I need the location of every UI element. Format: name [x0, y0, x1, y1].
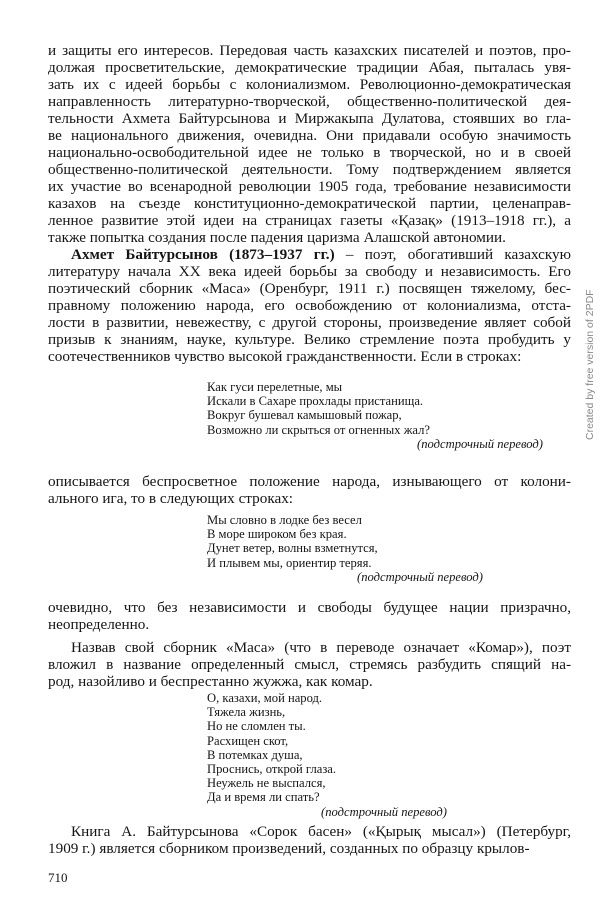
poem-line: Искали в Сахаре прохлады пристанища. [207, 394, 424, 409]
text-line: их участие во всенародной революции 1905 года, требование независимости [48, 178, 571, 195]
translation-note: (подстрочный перевод) [321, 804, 447, 819]
text-line: общественно-политической деятельности. Тому подтверждением является [48, 161, 571, 178]
author-name-bold: Ахмет Байтурсынов (1873–1937 гг.) [71, 246, 335, 263]
text-line [48, 246, 571, 263]
poem-line: Мы словно в лодке без весел [207, 513, 362, 527]
poem-line: Как гуси перелетные, мы [207, 380, 343, 394]
text-line: 1909 г.) является сборником произведений, созданных по образцу крылов- [48, 840, 530, 857]
poem-line: Неужель не выспался, [207, 776, 326, 791]
text-line: вложил в название определенный смысл, стремясь разбудить спящий на- [48, 656, 571, 673]
poem-line: В потемках душа, [207, 747, 303, 762]
paragraph-2 [48, 246, 571, 365]
text-line: и защиты его интересов. Передовая часть казахских писателей и поэтов, про- [48, 42, 571, 59]
poem-line: Проснись, открой глаза. [207, 761, 337, 776]
translation-note: (подстрочный перевод) [357, 569, 483, 584]
text-line: также попытка создания после падения царизма Алашской автономии. [48, 229, 506, 246]
text-line: казахов на съезде конституционно-демократической партии, целенаправ- [48, 195, 571, 212]
poem-line: Да и время ли спать? [207, 790, 320, 805]
text-line: лости в развитии, невежеству, с другой стороны, произведение являет собой [48, 314, 571, 331]
poem-line: Но не сломлен ты. [207, 719, 306, 734]
paragraph-5 [48, 639, 571, 690]
paragraph-3 [48, 473, 571, 507]
text-line: ального ига, то в следующих строках: [48, 490, 294, 507]
text-line: очевидно, что без независимости и свободы будущее нации призрачно, [48, 599, 571, 616]
poem-line: В море широком без края. [207, 527, 347, 542]
text-line: поэтический сборник «Маса» (Оренбург, 1911 г.) посвящен тяжелому, бес- [48, 280, 571, 297]
text-line: тельности Ахмета Байтурсынова и Миржакыпа Дулатова, стоявших во гла- [48, 110, 571, 127]
text-line: Книга А. Байтурсынова «Сорок басен» («Қырық мысал») (Петербург, [71, 823, 571, 840]
poem-3 [207, 691, 447, 820]
poem-line: Вокруг бушевал камышовый пожар, [207, 408, 402, 423]
translation-note: (подстрочный перевод) [417, 436, 543, 451]
poem-line: Возможно ли скрыться от огненных жал? [207, 422, 430, 437]
poem-line: Тяжела жизнь, [207, 705, 286, 720]
text-line: литературу начала XX века идеей борьбы за свободу и независимость. Его [48, 263, 571, 280]
paragraph-4 [48, 599, 571, 633]
poem-line: О, казахи, мой народ. [207, 691, 323, 705]
text-line: ве национального движения, очевидна. Они придавали особую значимость [48, 127, 571, 144]
text-line: неопределенно. [48, 616, 150, 633]
text-line: должая просветительские, демократические традиции Абая, пыталась увя- [48, 59, 571, 76]
text-line: национально-освободительной идее не только в творческой, но и в своей [48, 144, 571, 161]
text-line: правному положению народа, его освобождению от колониализма, отста- [48, 297, 571, 314]
text-line: соотечественников чувство высокой гражданственности. Если в строках: [48, 348, 522, 365]
text-line: направленность литературно-творческой, общественно-политической дея- [48, 93, 571, 110]
page-number: 710 [48, 870, 68, 885]
watermark: Created by free version of 2PDF [584, 289, 596, 440]
text-line: ленное развитие этой идеи на страницах газеты «Қазақ» (1913–1918 гг.), а [48, 212, 571, 229]
text-line-rest: – поэт, обогативший казахскую [334, 246, 571, 263]
text-line: зать их с идеей борьбы с колониализмом. Революционно-демократическая [48, 76, 571, 93]
paragraph-1 [48, 42, 571, 246]
text-line: описывается беспросветное положение народа, изнывающего от колони- [48, 473, 571, 490]
text-line: призыв к знаниям, науке, культуре. Велико стремление поэта пробудить у [48, 331, 571, 348]
text-line: род, назойливо и беспрестанно жужжа, как комар. [48, 673, 373, 690]
poem-line: И плывем мы, ориентир теряя. [207, 555, 372, 570]
text-line: Назвав свой сборник «Маса» (что в переводе означает «Комар»), поэт [71, 639, 571, 656]
paragraph-6 [48, 823, 571, 857]
poem-line: Дунет ветер, волны взметнутся, [207, 541, 378, 556]
poem-line: Расхищен скот, [207, 733, 289, 748]
poem-2 [207, 513, 483, 585]
poem-1 [207, 380, 543, 452]
